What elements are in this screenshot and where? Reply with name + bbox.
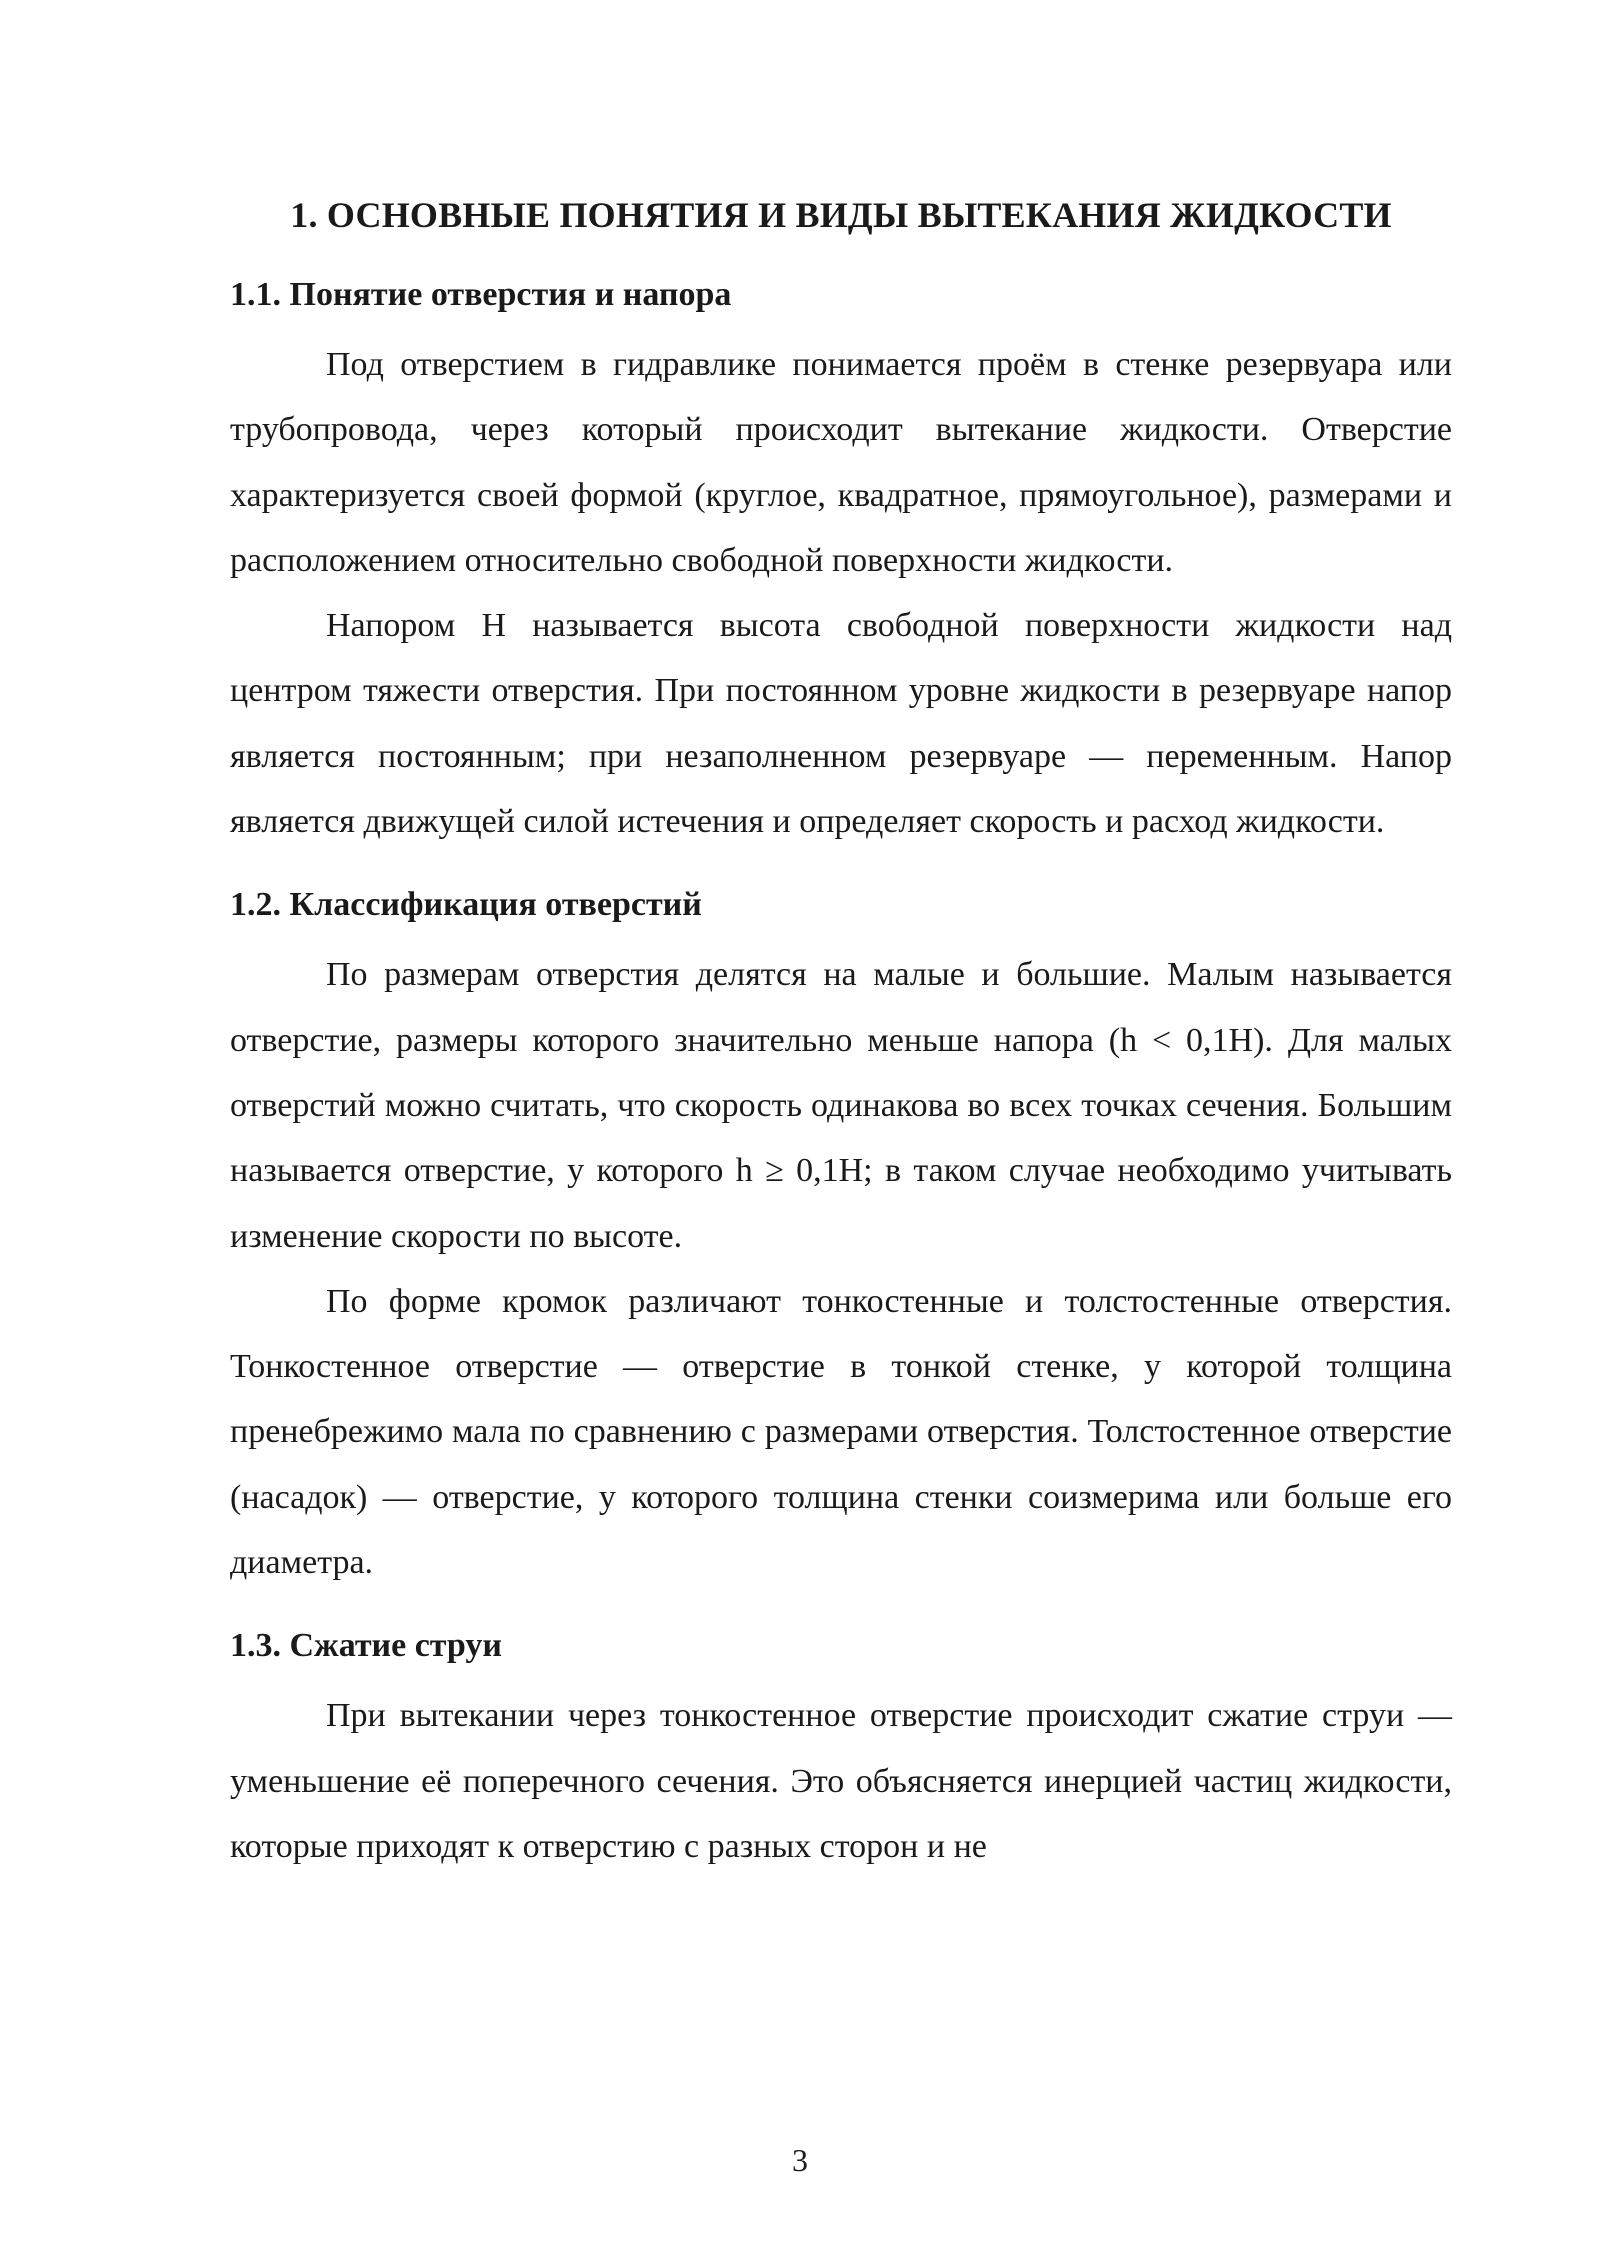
section-title: 1.2. Классификация отверстий	[230, 886, 702, 924]
section-title: 1.1. Понятие отверстия и напора	[230, 276, 732, 313]
page-content	[230, 190, 1452, 1879]
section-spacer	[230, 1595, 1452, 1621]
paragraph: Напором H называется высота свободной поверхности жидкости над центром тяжести отверстия. При постоянном уровне жидкости в резервуаре напор является постоянным; при незаполненном резервуаре — переменным. Напор является движущей силой истечения и определяет скорость и расход жидкости.	[230, 607, 1452, 841]
section-1-1	[230, 270, 1452, 854]
section-title: 1.3. Сжатие струи	[230, 1627, 502, 1665]
paragraph: При вытекании через тонкостенное отверстие происходит сжатие струи — уменьшение её поперечного сечения. Это объясняется инерцией частиц жидкости, которые приходят к отверстию с разных сторон и не	[230, 1697, 1452, 1865]
paragraph: По размерам отверстия делятся на малые и большие. Малым называется отверстие, размеры которого значительно меньше напора (h < 0,1H). Для малых отверстий можно считать, что скорость одинакова во всех точках сечения. Большим называется отверстие, у которого h ≥ 0,1H; в таком случае необходимо учитывать изменение скорости по высоте.	[230, 956, 1452, 1255]
paragraph: По форме кромок различают тонкостенные и толстостенные отверстия. Тонкостенное отверстие — отверстие в тонкой стенке, у которой толщина пренебрежимо мала по сравнению с размерами отверстия. Толстостенное отверстие (насадок) — отверстие, у которого толщина стенки соизмерима или больше его диаметра.	[230, 1282, 1452, 1582]
section-1-3	[230, 1621, 1452, 1879]
chapter-title: 1. ОСНОВНЫЕ ПОНЯТИЯ И ВИДЫ ВЫТЕКАНИЯ ЖИДКОСТИ	[290, 195, 1392, 235]
paragraph: Под отверстием в гидравлике понимается проём в стенке резервуара или трубопровода, через который происходит вытекание жидкости. Отверстие характеризуется своей формой (круглое, квадратное, прямоугольное), размерами и расположением относительно свободной поверхности жидкости.	[230, 346, 1452, 579]
section-1-2	[230, 880, 1452, 1595]
section-spacer	[230, 854, 1452, 880]
page-number: 3	[792, 2142, 808, 2178]
